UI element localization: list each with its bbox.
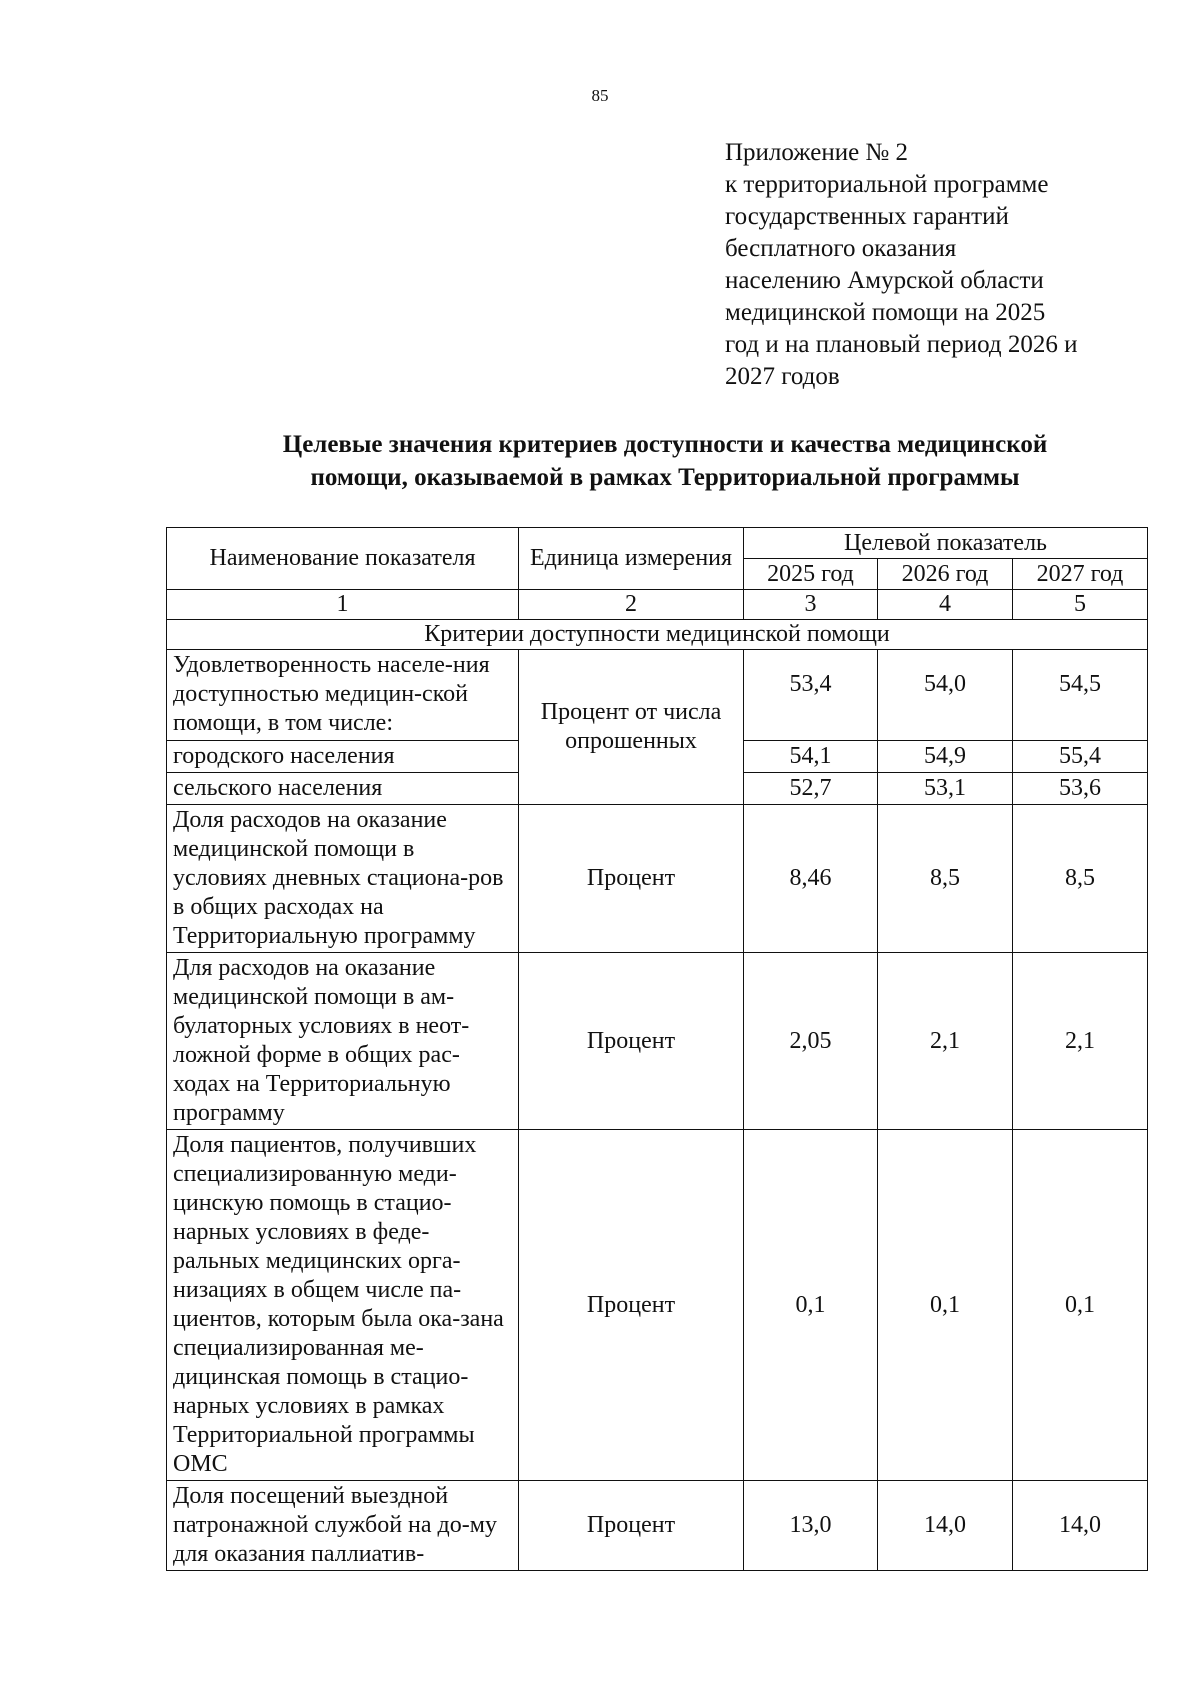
appendix-line: 2027 годов: [725, 363, 840, 390]
column-number: 2: [519, 590, 744, 620]
appendix-line: к территориальной программе: [725, 171, 1049, 198]
page-number: 85: [591, 86, 609, 105]
value-2026: 54,9: [878, 741, 1013, 773]
value-2027: 54,5: [1013, 650, 1148, 741]
appendix-line: государственных гарантий: [725, 203, 1009, 230]
value-2025: 53,4: [744, 650, 878, 741]
header-target: Целевой показатель: [744, 528, 1148, 559]
header-year-2025: 2025 год: [744, 559, 878, 590]
table-row: [167, 1130, 1148, 1481]
value-2026: 2,1: [878, 953, 1013, 1130]
indicator-name: Доля пациентов, получивших специализированную меди-цинскую помощь в стацио-нарных условиях в феде-ральных медицинских орга-низациях в общем числе па-циентов, которым была ока-зана специализированная ме-дицинская помощь в стацио-нарных условиях в рамках Территориальной программы ОМС: [167, 1130, 519, 1481]
indicator-name: Для расходов на оказание медицинской помощи в ам-булаторных условиях в неот-ложной форме в общих рас-ходах на Территориальную программу: [167, 953, 519, 1130]
value-2025: 13,0: [744, 1481, 878, 1571]
value-2026: 54,0: [878, 650, 1013, 741]
appendix-line: медицинской помощи на 2025: [725, 299, 1046, 326]
table-row: [167, 953, 1148, 1130]
value-2027: 8,5: [1013, 805, 1148, 953]
value-2027: 2,1: [1013, 953, 1148, 1130]
value-2026: 8,5: [878, 805, 1013, 953]
value-2025: 8,46: [744, 805, 878, 953]
value-2025: 52,7: [744, 773, 878, 805]
column-number-row: [167, 590, 1148, 620]
header-row: [167, 528, 1148, 559]
column-number: 3: [744, 590, 878, 620]
column-number: 5: [1013, 590, 1148, 620]
criteria-table: [166, 527, 1148, 1571]
value-2027: 14,0: [1013, 1481, 1148, 1571]
table-row: [167, 650, 1148, 741]
value-2027: 53,6: [1013, 773, 1148, 805]
indicator-name: Доля расходов на оказание медицинской помощи в условиях дневных стациона-ров в общих расходах на Территориальную программу: [167, 805, 519, 953]
indicator-unit: Процент: [519, 1481, 744, 1571]
section-row: [167, 620, 1148, 650]
column-number: 4: [878, 590, 1013, 620]
indicator-name: сельского населения: [167, 773, 519, 805]
value-2026: 53,1: [878, 773, 1013, 805]
indicator-unit: Процент от числа опрошенных: [519, 650, 744, 805]
indicator-name: Доля посещений выездной патронажной службой на до-му для оказания паллиатив-: [167, 1481, 519, 1571]
header-unit: Единица измерения: [519, 528, 744, 590]
appendix-line: населению Амурской области: [725, 267, 1044, 294]
title-line: помощи, оказываемой в рамках Территориальной программы: [310, 464, 1020, 491]
value-2026: 14,0: [878, 1481, 1013, 1571]
value-2025: 0,1: [744, 1130, 878, 1481]
appendix-line: бесплатного оказания: [725, 235, 957, 262]
table-row: [167, 1481, 1148, 1571]
value-2025: 2,05: [744, 953, 878, 1130]
indicator-unit: Процент: [519, 953, 744, 1130]
indicator-unit: Процент: [519, 1130, 744, 1481]
table-row: [167, 805, 1148, 953]
header-year-2026: 2026 год: [878, 559, 1013, 590]
value-2027: 55,4: [1013, 741, 1148, 773]
indicator-unit: Процент: [519, 805, 744, 953]
value-2026: 0,1: [878, 1130, 1013, 1481]
header-name: Наименование показателя: [167, 528, 519, 590]
appendix-line: год и на плановый период 2026 и: [725, 331, 1078, 358]
section-title: Критерии доступности медицинской помощи: [167, 620, 1148, 650]
document-title: [150, 428, 1180, 494]
appendix-line: Приложение № 2: [725, 139, 909, 166]
appendix-note: [725, 137, 1145, 393]
header-year-2027: 2027 год: [1013, 559, 1148, 590]
title-line: Целевые значения критериев доступности и качества медицинской: [282, 431, 1048, 458]
indicator-name: Удовлетворенность населе-ния доступностью медицин-ской помощи, в том числе:: [167, 650, 519, 741]
indicator-name: городского населения: [167, 741, 519, 773]
value-2025: 54,1: [744, 741, 878, 773]
value-2027: 0,1: [1013, 1130, 1148, 1481]
column-number: 1: [167, 590, 519, 620]
